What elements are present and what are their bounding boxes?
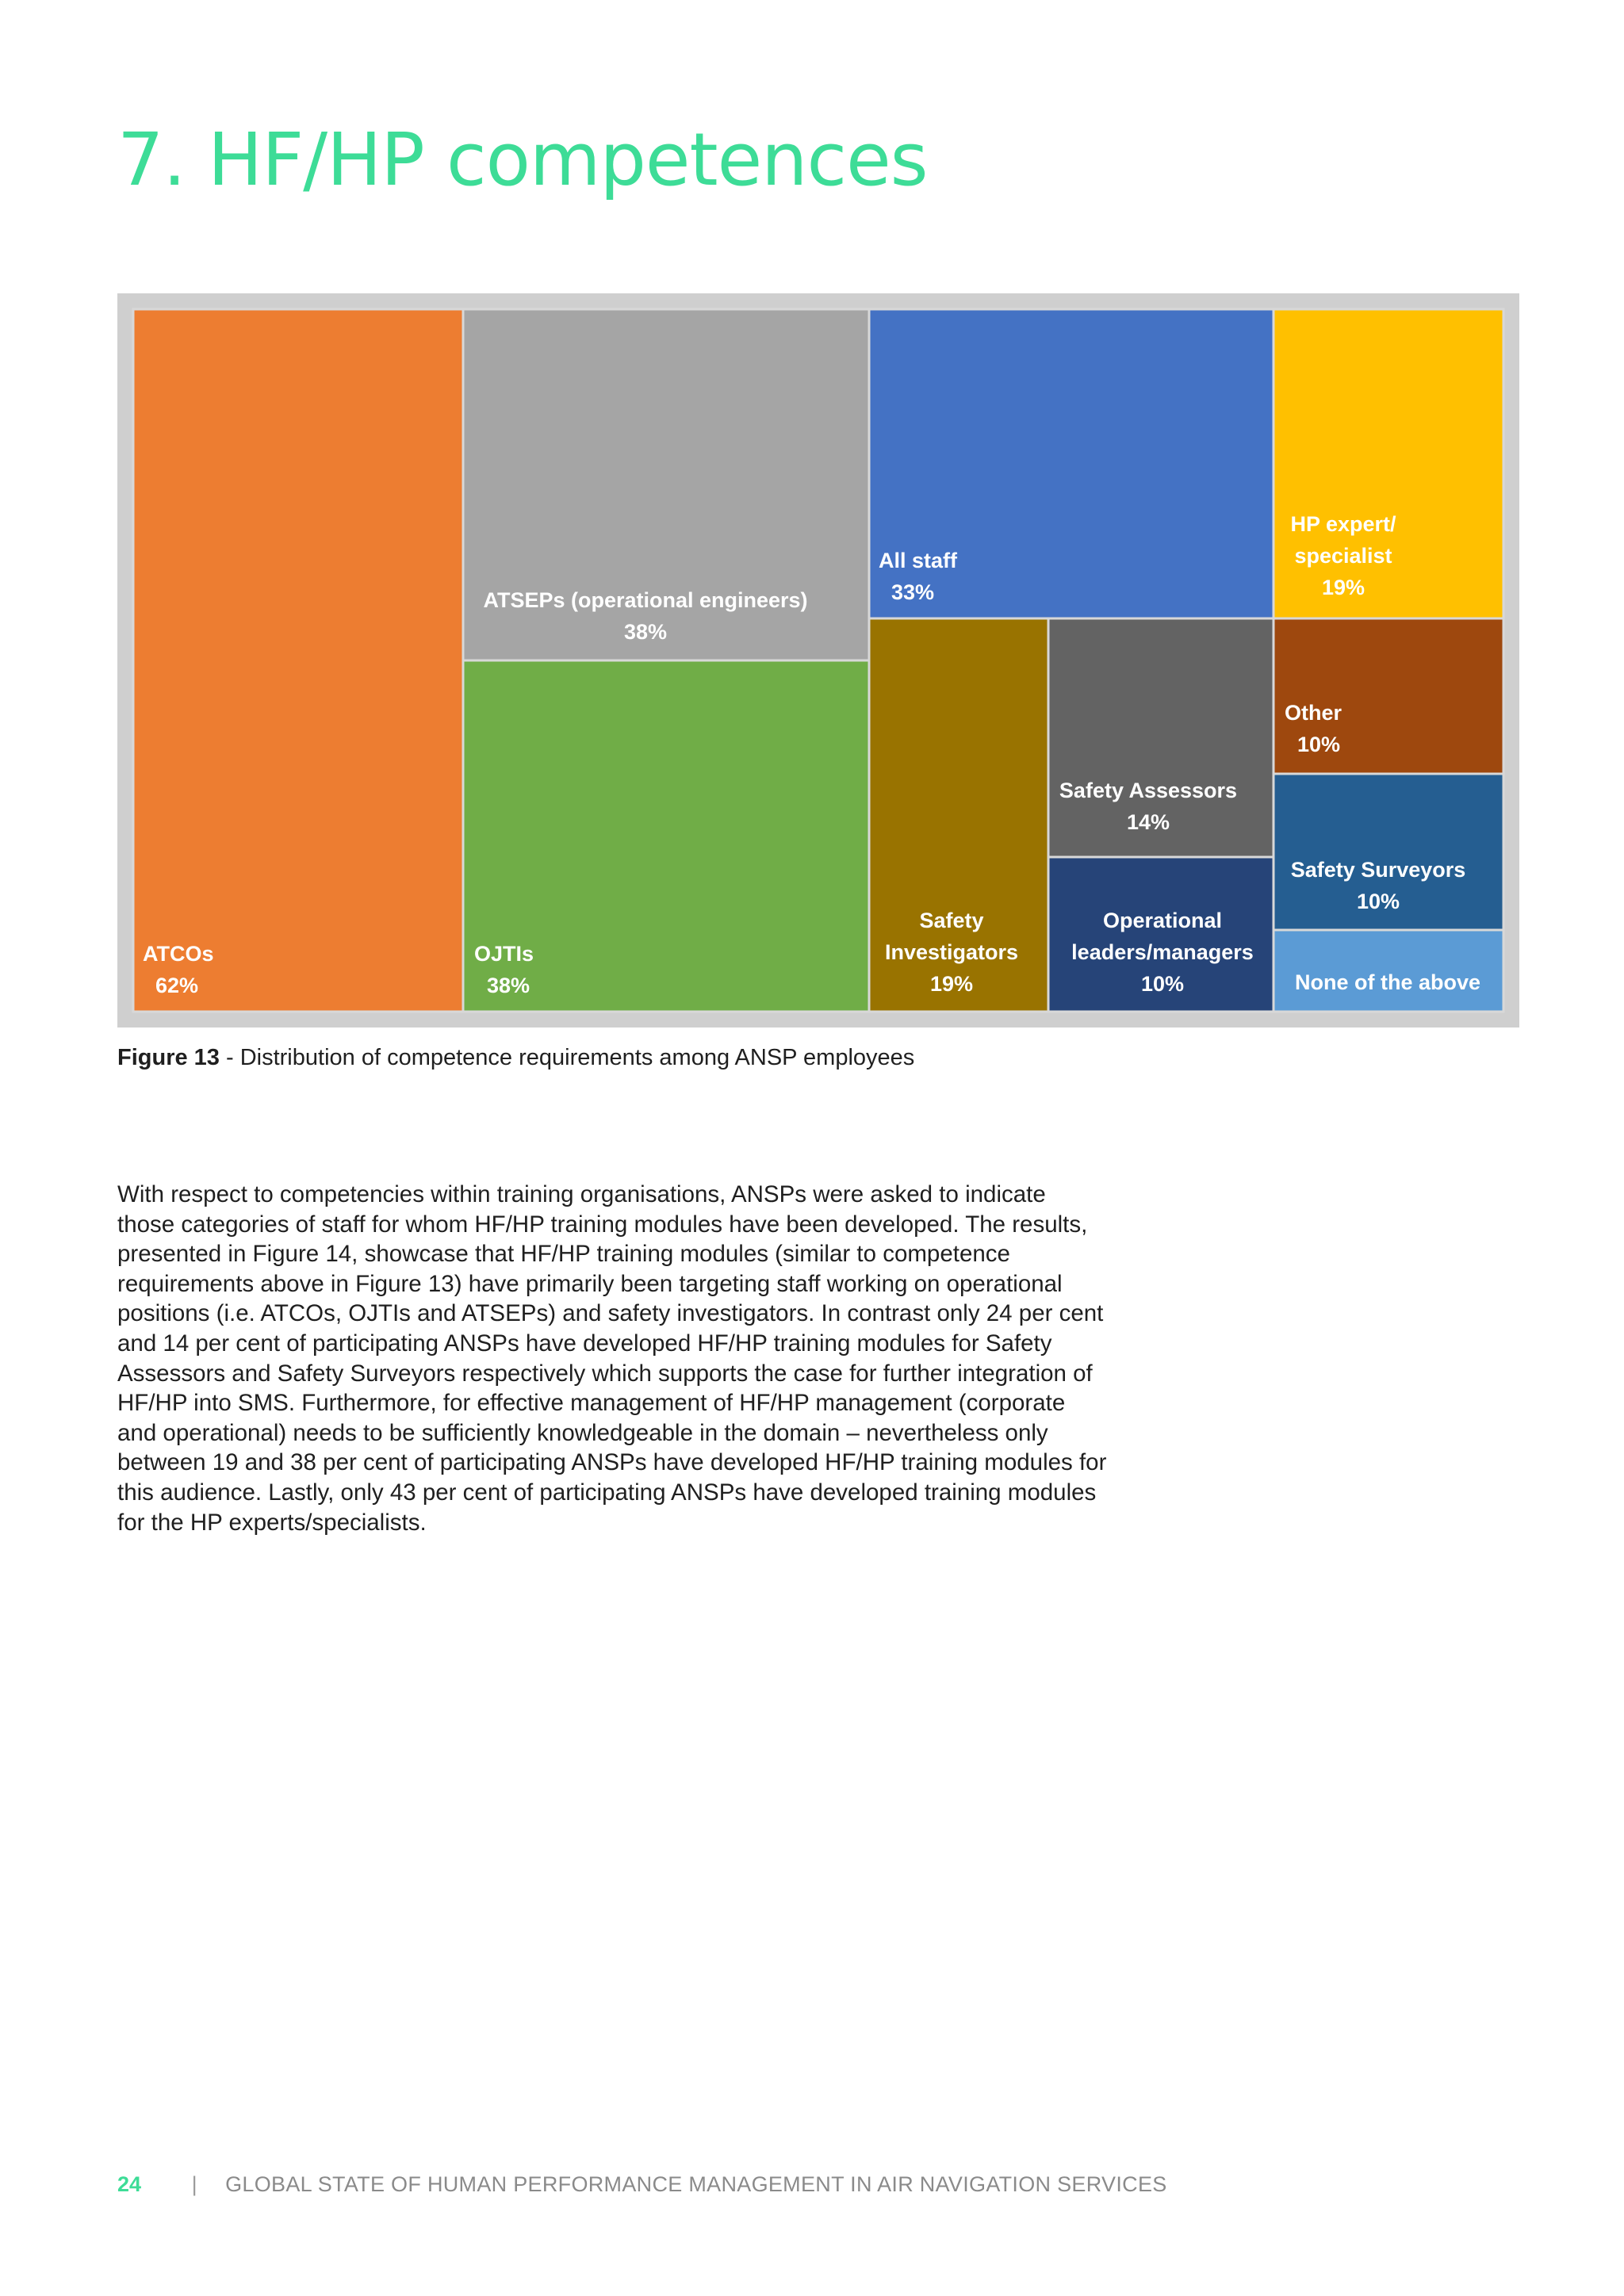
treemap-name-label: specialist [1294, 544, 1392, 568]
treemap-name-label: Safety Assessors [1059, 779, 1238, 802]
treemap-name-label: Operational [1102, 909, 1223, 932]
treemap-value-label: 10% [1297, 733, 1341, 756]
treemap-name-label: All staff [879, 549, 958, 572]
treemap-chart [117, 293, 1519, 1027]
treemap-tile-hp-expert-specialist [1274, 309, 1503, 618]
treemap-name-label: Safety [919, 909, 984, 932]
treemap-tile-atcos [133, 309, 463, 1012]
footer-separator: | [191, 2172, 197, 2196]
page-number: 24 [117, 2172, 142, 2196]
treemap-name-label: OJTIs [474, 942, 534, 966]
treemap-name-label: None of the above [1294, 970, 1481, 994]
treemap-tile-ojtis [463, 660, 869, 1012]
treemap-tile-none-of-the-above [1274, 930, 1503, 1012]
treemap-value-label: 33% [891, 580, 935, 604]
figure-caption [117, 1045, 1307, 1071]
treemap-value-label: 19% [929, 972, 974, 996]
treemap-name-label: Investigators [884, 940, 1019, 964]
figure-caption-text: - Distribution of competence requirements among ANSP employees [219, 1045, 915, 1070]
body-paragraph: With respect to competencies within training organisations, ANSPs were asked to indicate those categories of staff for whom HF/HP training modules have been developed. The results, presented in Figure 14, showcase that HF/HP training modules (similar to competence requirements above in Figure 13) have primarily been targeting staff working on operational positions (i.e. ATCOs, OJTIs and ATSEPs) and safety investigators. In contrast only 24 per cent and 14 per cent of participating ANSPs have developed HF/HP training modules for Safety Assessors and Safety Surveyors respectively which supports the case for further integration of HF/HP into SMS. Furthermore, for effective management of HF/HP management (corporate and operational) needs to be sufficiently knowledgeable in the domain – nevertheless only between 19 and 38 per cent of participating ANSPs have developed HF/HP training modules for this audience. Lastly, only 43 per cent of participating ANSPs have developed training modules for the HP experts/specialists. [117, 1181, 1107, 1536]
treemap-name-label: ATSEPs (operational engineers) [483, 588, 808, 612]
treemap-value-label: 19% [1321, 576, 1365, 599]
treemap-value-label: 10% [1140, 972, 1185, 996]
treemap-svg [117, 293, 1519, 1027]
treemap-value-label: 62% [155, 974, 199, 997]
treemap-name-label: leaders/managers [1071, 940, 1254, 964]
page-title: 7. HF/HP competences [117, 117, 928, 202]
page-footer [117, 2172, 1167, 2197]
treemap-tile-other [1274, 618, 1503, 774]
treemap-tile-safety-investigators [869, 618, 1048, 1012]
treemap-tile-rect [1274, 309, 1503, 618]
treemap-value-label: 14% [1126, 810, 1170, 834]
treemap-name-label: HP expert/ [1290, 512, 1396, 536]
treemap-name-label: Safety Surveyors [1290, 858, 1466, 882]
treemap-tile-safety-assessors [1048, 618, 1274, 857]
treemap-value-label: 10% [1356, 890, 1400, 913]
figure-caption-label: Figure 13 [117, 1045, 220, 1070]
treemap-value-label: 38% [623, 620, 668, 644]
treemap-tile-operational-leaders-managers [1048, 857, 1274, 1012]
treemap-name-label: ATCOs [143, 942, 214, 966]
footer-title: GLOBAL STATE OF HUMAN PERFORMANCE MANAGEMENT IN AIR NAVIGATION SERVICES [225, 2172, 1167, 2196]
treemap-tile-safety-surveyors [1274, 774, 1503, 930]
treemap-tile-rect [133, 309, 463, 1012]
treemap-value-label: 38% [487, 974, 530, 997]
treemap-tile-atseps-operational-engineers [463, 309, 869, 660]
treemap-tile-all-staff [869, 309, 1274, 618]
treemap-name-label: Other [1285, 701, 1342, 725]
